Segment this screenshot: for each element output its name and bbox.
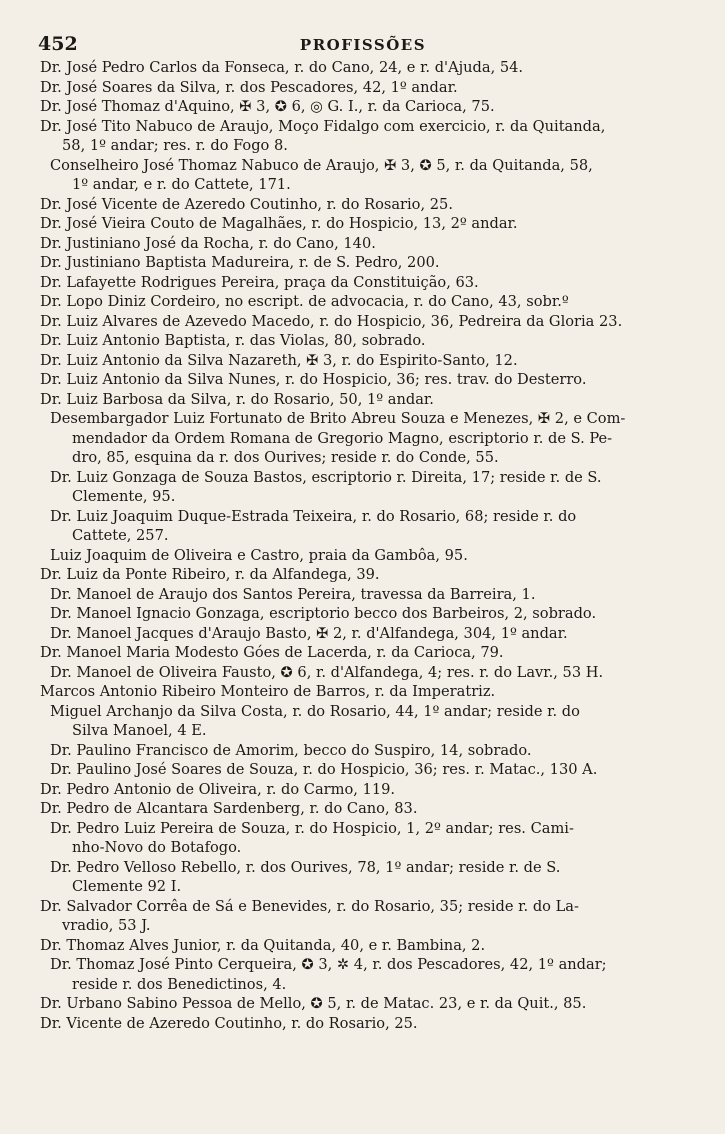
- entry-line: Dr. José Tito Nabuco de Araujo, Moço Fidalgo com exercicio, r. da Quitanda,: [40, 117, 606, 135]
- entry-line: Dr. Luiz Alvares de Azevedo Macedo, r. do Hospicio, 36, Pedreira da Gloria 23.: [40, 312, 623, 330]
- entry-line: Dr. Paulino José Soares de Souza, r. do Hospicio, 36; res. r. Matac., 130 A.: [50, 761, 598, 778]
- page-number: 452: [38, 33, 78, 55]
- directory-entry: [40, 799, 685, 819]
- entry-line: Dr. Luiz da Ponte Ribeiro, r. da Alfandega, 39.: [40, 566, 380, 583]
- entry-line: Dr. José Pedro Carlos da Fonseca, r. do Cano, 24, e r. d'Ajuda, 54.: [40, 59, 524, 76]
- directory-entry: [40, 682, 685, 702]
- entry-line: Luiz Joaquim de Oliveira e Castro, praia da Gambôa, 95.: [50, 546, 468, 564]
- entry-line: Clemente 92 I.: [72, 878, 182, 895]
- directory-entry: [40, 273, 685, 293]
- directory-entry: [40, 936, 685, 956]
- entry-line: Dr. Luiz Barbosa da Silva, r. do Rosario, 50, 1º andar.: [40, 390, 434, 408]
- entry-line: Dr. Thomaz José Pinto Cerqueira, ✪ 3, ✲ 4, r. dos Pescadores, 42, 1º andar;: [50, 956, 607, 973]
- entry-line: Dr. Pedro Velloso Rebello, r. dos Ourives, 78, 1º andar; reside r. de S.: [50, 858, 561, 876]
- directory-entry: [40, 585, 685, 605]
- entry-line: Cattete, 257.: [72, 527, 169, 544]
- entry-line: Dr. José Vicente de Azeredo Coutinho, r. do Rosario, 25.: [40, 195, 453, 213]
- entry-line: Dr. Urbano Sabino Pessoa de Mello, ✪ 5, r. de Matac. 23, e r. da Quit., 85.: [40, 995, 587, 1012]
- directory-entry: [40, 858, 685, 897]
- directory-entry: [40, 331, 685, 351]
- directory-entry: [40, 468, 685, 507]
- entry-line: Dr. Salvador Corrêa de Sá e Benevides, r. do Rosario, 35; reside r. do La-: [40, 897, 579, 915]
- entry-line: Dr. Lafayette Rodrigues Pereira, praça da Constituição, 63.: [40, 273, 479, 291]
- entry-line: 58, 1º andar; res. r. do Fogo 8.: [62, 137, 288, 154]
- directory-entry: [40, 409, 685, 468]
- entry-list: [40, 58, 685, 1033]
- directory-entry: [40, 351, 685, 371]
- entry-line: Dr. José Thomaz d'Aquino, ✠ 3, ✪ 6, ◎ G. I., r. da Carioca, 75.: [40, 98, 495, 115]
- directory-entry: [40, 78, 685, 98]
- directory-entry: [40, 292, 685, 312]
- entry-line: Dr. Justiniano José da Rocha, r. do Cano, 140.: [40, 234, 376, 252]
- entry-line: Dr. Pedro de Alcantara Sardenberg, r. do Cano, 83.: [40, 800, 418, 817]
- entry-line: Dr. Manoel de Oliveira Fausto, ✪ 6, r. d'Alfandega, 4; res. r. do Lavr., 53 H.: [50, 663, 604, 681]
- directory-entry: [40, 565, 685, 585]
- entry-line: Dr. Lopo Diniz Cordeiro, no escript. de advocacia, r. do Cano, 43, sobr.º: [40, 293, 569, 310]
- entry-line: Marcos Antonio Ribeiro Monteiro de Barros, r. da Imperatriz.: [40, 683, 496, 700]
- entry-line: Dr. Pedro Antonio de Oliveira, r. do Carmo, 119.: [40, 780, 396, 798]
- entry-line: Dr. Vicente de Azeredo Coutinho, r. do Rosario, 25.: [40, 1014, 418, 1032]
- directory-entry: [40, 97, 685, 117]
- entry-line: Dr. Luiz Gonzaga de Souza Bastos, escriptorio r. Direita, 17; reside r. de S.: [50, 468, 602, 486]
- entry-line: Dr. Manoel Ignacio Gonzaga, escriptorio becco dos Barbeiros, 2, sobrado.: [50, 605, 597, 622]
- entry-line: Dr. Luiz Antonio Baptista, r. das Violas, 80, sobrado.: [40, 332, 426, 349]
- entry-line: vradio, 53 J.: [62, 917, 151, 934]
- entry-line: Dr. Luiz Antonio da Silva Nunes, r. do Hospicio, 36; res. trav. do Desterro.: [40, 371, 587, 388]
- entry-line: Dr. José Soares da Silva, r. dos Pescadores, 42, 1º andar.: [40, 78, 458, 96]
- entry-line: nho-Novo do Botafogo.: [72, 839, 242, 856]
- entry-line: Silva Manoel, 4 E.: [72, 722, 207, 739]
- entry-line: Dr. Thomaz Alves Junior, r. da Quitanda, 40, e r. Bambina, 2.: [40, 936, 486, 954]
- directory-entry: [40, 253, 685, 273]
- directory-entry: [40, 780, 685, 800]
- entry-line: Dr. Luiz Antonio da Silva Nazareth, ✠ 3, r. do Espirito-Santo, 12.: [40, 351, 518, 369]
- entry-line: Dr. Pedro Luiz Pereira de Souza, r. do Hospicio, 1, 2º andar; res. Cami-: [50, 819, 574, 837]
- directory-entry: [40, 117, 685, 156]
- directory-entry: [40, 195, 685, 215]
- entry-line: Dr. Paulino Francisco de Amorim, becco do Suspiro, 14, sobrado.: [50, 741, 532, 759]
- entry-line: 1º andar, e r. do Cattete, 171.: [72, 176, 291, 193]
- entry-line: Clemente, 95.: [72, 488, 176, 505]
- directory-entry: [40, 156, 685, 195]
- directory-entry: [40, 994, 685, 1014]
- directory-entry: [40, 546, 685, 566]
- entry-line: Dr. Manoel Maria Modesto Góes de Lacerda, r. da Carioca, 79.: [40, 644, 504, 661]
- directory-entry: [40, 760, 685, 780]
- directory-entry: [40, 643, 685, 663]
- entry-line: Dr. Justiniano Baptista Madureira, r. de S. Pedro, 200.: [40, 254, 440, 271]
- running-title: PROFISSÕES: [299, 36, 427, 54]
- entry-line: dro, 85, esquina da r. dos Ourives; reside r. do Conde, 55.: [72, 449, 499, 466]
- entry-line: Dr. Manoel de Araujo dos Santos Pereira, travessa da Barreira, 1.: [50, 585, 536, 603]
- directory-entry: [40, 663, 685, 683]
- entry-line: Dr. Manoel Jacques d'Araujo Basto, ✠ 2, r. d'Alfandega, 304, 1º andar.: [50, 624, 568, 642]
- directory-entry: [40, 58, 685, 78]
- directory-entry: [40, 507, 685, 546]
- entry-line: Dr. José Vieira Couto de Magalhães, r. do Hospicio, 13, 2º andar.: [40, 215, 518, 232]
- directory-entry: [40, 604, 685, 624]
- directory-entry: [40, 624, 685, 644]
- entry-line: Conselheiro José Thomaz Nabuco de Araujo, ✠ 3, ✪ 5, r. da Quitanda, 58,: [50, 156, 593, 174]
- directory-entry: [40, 214, 685, 234]
- entry-line: Desembargador Luiz Fortunato de Brito Abreu Souza e Menezes, ✠ 2, e Com-: [50, 410, 626, 427]
- directory-entry: [40, 1014, 685, 1034]
- entry-line: mendador da Ordem Romana de Gregorio Magno, escriptorio r. de S. Pe-: [72, 429, 613, 447]
- entry-line: Dr. Luiz Joaquim Duque-Estrada Teixeira, r. do Rosario, 68; reside r. do: [50, 507, 577, 525]
- directory-entry: [40, 819, 685, 858]
- directory-entry: [40, 234, 685, 254]
- entry-line: Miguel Archanjo da Silva Costa, r. do Rosario, 44, 1º andar; reside r. do: [50, 702, 580, 720]
- page-header: [38, 33, 688, 57]
- directory-entry: [40, 312, 685, 332]
- directory-entry: [40, 390, 685, 410]
- entry-line: reside r. dos Benedictinos, 4.: [72, 975, 287, 993]
- directory-entry: [40, 370, 685, 390]
- directory-entry: [40, 897, 685, 936]
- directory-entry: [40, 955, 685, 994]
- directory-entry: [40, 741, 685, 761]
- directory-entry: [40, 702, 685, 741]
